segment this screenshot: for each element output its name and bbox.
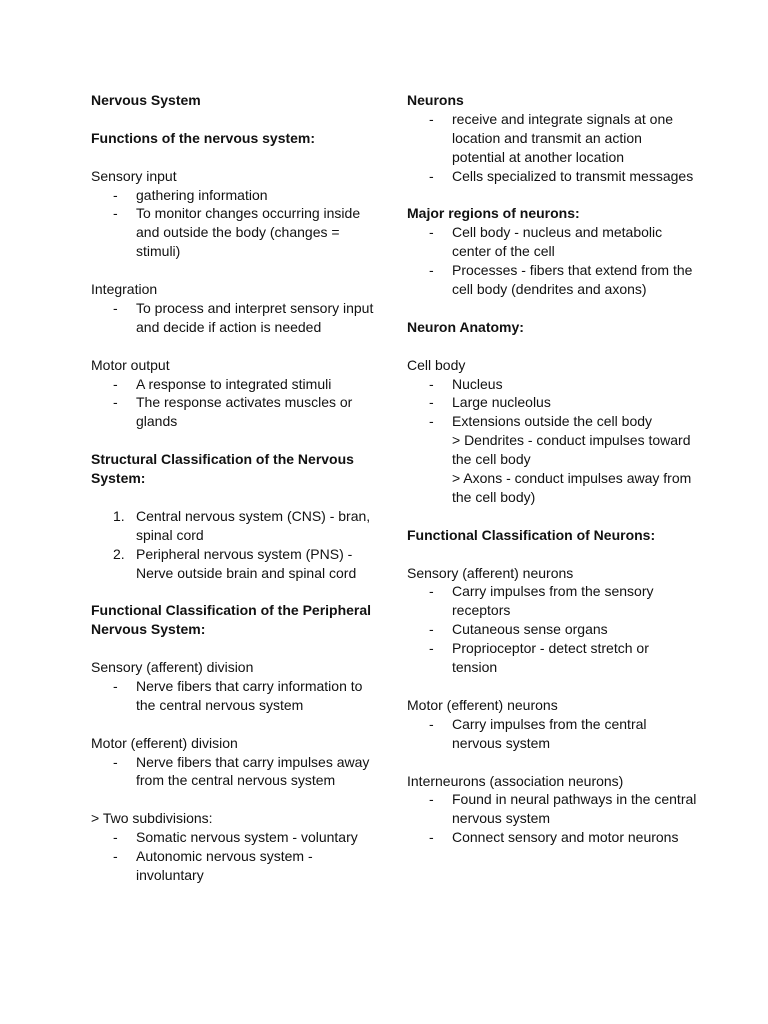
list-item-text: To monitor changes occurring inside and outside the body (changes = stimuli) — [136, 205, 361, 260]
spacer — [91, 148, 381, 167]
dash-bullet: - — [429, 413, 434, 430]
list-item — [407, 167, 697, 186]
list-item-text: Cells specialized to transmit messages — [452, 167, 694, 184]
list-item-text: To process and interpret sensory input and decide if action is needed — [136, 299, 374, 335]
spacer — [91, 715, 381, 734]
subsection-label: Sensory (afferent) division — [91, 659, 254, 676]
list-item-text: Peripheral nervous system (PNS) - Nerve outside brain and spinal cord — [136, 545, 357, 581]
list-item — [91, 677, 381, 715]
list-item-text: Autonomic nervous system - involuntary — [136, 848, 313, 883]
dash-bullet: - — [113, 186, 118, 203]
spacer — [407, 507, 697, 526]
section-heading: Structural Classification of the Nervous System: — [91, 451, 354, 487]
section-heading: Neurons — [407, 92, 464, 108]
list-item — [407, 393, 697, 412]
spacer — [407, 186, 697, 205]
list-item — [407, 223, 697, 261]
section-heading: Major regions of neurons: — [407, 205, 580, 222]
list-item — [407, 828, 697, 847]
list-item — [407, 412, 697, 431]
dash-bullet: - — [429, 375, 434, 392]
spacer — [91, 639, 381, 658]
list-item-text: Central nervous system (CNS) - bran, spinal cord — [136, 507, 371, 543]
list-item-continuation: > Axons - conduct impulses away from the cell body) — [452, 470, 692, 505]
subsection-label: > Two subdivisions: — [91, 810, 213, 827]
spacer — [91, 582, 381, 601]
list-item-text: Proprioceptor - detect stretch or tension — [452, 640, 649, 676]
list-item — [91, 204, 381, 261]
subsection-label: Interneurons (association neurons) — [407, 772, 624, 789]
list-item-text: A response to integrated stimuli — [136, 375, 332, 392]
list-item-text: Nerve fibers that carry information to the central nervous system — [136, 677, 363, 713]
list-item-text: receive and integrate signals at one location and transmit an action potential at another location — [452, 110, 674, 165]
list-item-continuation: > Dendrites - conduct impulses toward the cell body — [452, 432, 691, 468]
list-item — [91, 375, 381, 394]
left-column — [91, 91, 381, 885]
subsection-label: Motor (efferent) neurons — [407, 696, 558, 713]
list-item-text: Extensions outside the cell body — [452, 413, 653, 430]
subsection-label: Motor (efferent) division — [91, 734, 238, 751]
spacer — [91, 337, 381, 356]
list-number: 2. — [113, 545, 125, 562]
list-item-text: Processes - fibers that extend from the cell body (dendrites and axons) — [452, 262, 693, 298]
list-item-text: Cutaneous sense organs — [452, 621, 608, 638]
list-item — [91, 828, 381, 847]
dash-bullet: - — [429, 167, 434, 184]
section-heading: Neuron Anatomy: — [407, 318, 524, 335]
subsection-label: Integration — [91, 281, 158, 298]
list-item-text: Somatic nervous system - voluntary — [136, 829, 358, 846]
list-item-text: Cell body - nucleus and metabolic center of the cell — [452, 224, 663, 260]
spacer — [407, 677, 697, 696]
list-item — [407, 582, 697, 620]
spacer — [91, 488, 381, 507]
dash-bullet: - — [429, 394, 434, 411]
dash-bullet: - — [113, 753, 118, 770]
subsection-label: Cell body — [407, 356, 466, 373]
spacer — [407, 299, 697, 318]
dash-bullet: - — [113, 394, 118, 411]
subsection-label: Sensory (afferent) neurons — [407, 564, 574, 581]
list-item-text: Found in neural pathways in the central nervous system — [452, 791, 697, 827]
list-item — [91, 186, 381, 205]
list-item-text: Large nucleolus — [452, 394, 551, 411]
list-item-text: The response activates muscles or glands — [136, 394, 353, 430]
dash-bullet: - — [429, 110, 434, 127]
subsection-label: Motor output — [91, 356, 170, 373]
spacer — [407, 753, 697, 772]
dash-bullet: - — [429, 829, 434, 846]
spacer — [407, 337, 697, 356]
dash-bullet: - — [113, 205, 118, 222]
dash-bullet: - — [113, 848, 118, 865]
list-item — [407, 375, 697, 394]
spacer — [407, 545, 697, 564]
spacer — [91, 110, 381, 129]
section-heading: Functional Classification of the Peripheral Nervous System: — [91, 602, 372, 638]
list-item — [407, 790, 697, 828]
list-number: 1. — [113, 507, 125, 524]
dash-bullet: - — [429, 262, 434, 279]
dash-bullet: - — [113, 677, 118, 694]
section-heading: Functional Classification of Neurons: — [407, 526, 656, 543]
list-item — [91, 393, 381, 431]
list-item-text: Nucleus — [452, 375, 503, 392]
section-heading: Nervous System — [91, 92, 201, 108]
list-item — [407, 715, 697, 753]
list-item — [91, 507, 381, 545]
subsection-label: Sensory input — [91, 167, 177, 184]
spacer — [91, 261, 381, 280]
dash-bullet: - — [429, 791, 434, 808]
dash-bullet: - — [429, 583, 434, 600]
spacer — [91, 431, 381, 450]
list-item — [91, 545, 381, 583]
list-item-text: gathering information — [136, 186, 268, 203]
list-item — [407, 639, 697, 677]
list-item-text: Carry impulses from the sensory receptors — [452, 583, 654, 619]
spacer — [91, 790, 381, 809]
list-item-text: Carry impulses from the central nervous system — [452, 715, 647, 751]
list-item — [91, 847, 381, 885]
dash-bullet: - — [429, 621, 434, 638]
list-item — [407, 110, 697, 167]
list-item-text: Nerve fibers that carry impulses away from the central nervous system — [136, 753, 370, 789]
list-item — [91, 299, 381, 337]
list-item — [407, 261, 697, 299]
section-heading: Functions of the nervous system: — [91, 129, 316, 146]
list-item-text: Connect sensory and motor neurons — [452, 829, 679, 846]
dash-bullet: - — [113, 375, 118, 392]
dash-bullet: - — [429, 224, 434, 241]
dash-bullet: - — [113, 829, 118, 846]
list-item — [407, 620, 697, 639]
list-item — [91, 753, 381, 791]
dash-bullet: - — [429, 640, 434, 657]
dash-bullet: - — [113, 299, 118, 316]
right-column — [407, 91, 697, 847]
dash-bullet: - — [429, 715, 434, 732]
